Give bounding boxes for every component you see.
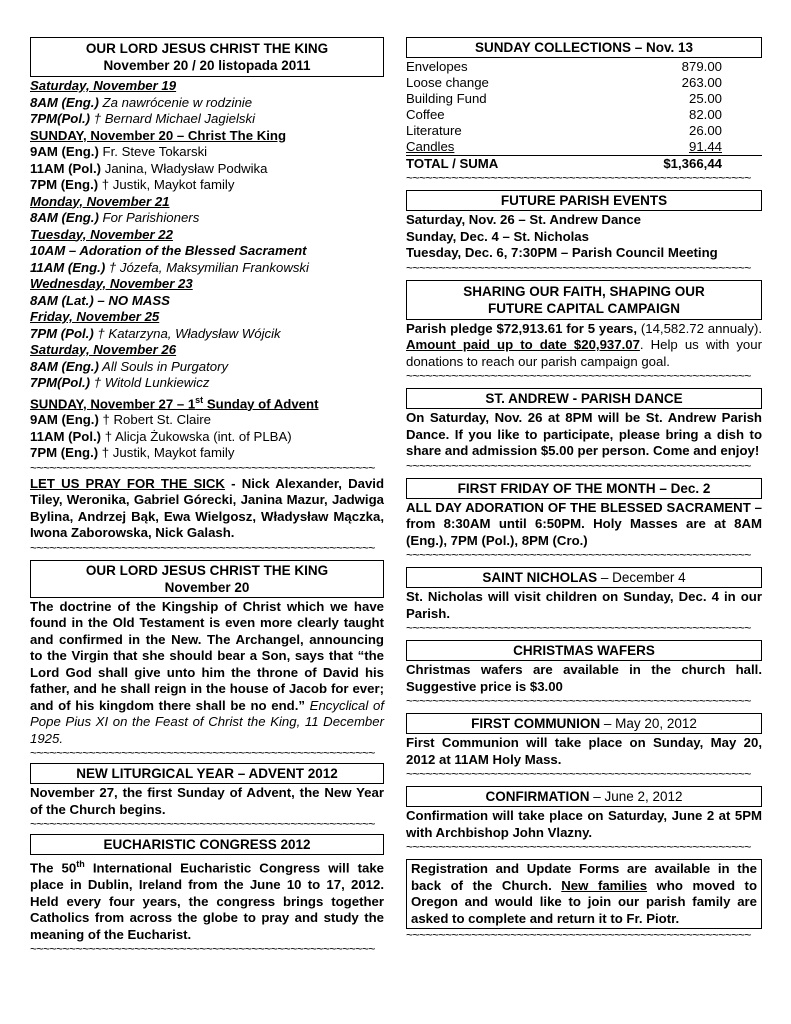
collection-label: Coffee [406,107,445,122]
mass-time: 9AM (Eng.) [30,412,99,428]
campaign-header [406,280,762,320]
king-article [30,599,384,748]
registration-box [406,859,762,929]
mass-intention: † Robert St. Claire [98,412,212,428]
friday-title: FIRST FRIDAY OF THE MONTH [457,480,656,496]
schedule-day: Friday, November 25 [30,309,160,324]
collection-row [406,123,762,139]
collections-table [406,59,762,172]
king-title: OUR LORD JESUS CHRIST THE KING [85,562,329,578]
reg-new-families: New families [561,877,648,893]
mass-time: 11AM (Pol.) [30,428,102,444]
wafers-header [406,640,762,661]
mass-time: 9AM (Eng.) [30,144,99,159]
mass-time: 8AM (Eng.) [30,210,99,225]
mass-time: 8AM (Lat.) – NO MASS [30,292,170,308]
schedule-mass [30,210,384,227]
schedule-day: Wednesday, November 23 [30,276,193,291]
confirm-text: Confirmation will take place on Saturday, June 2 at 5PM with Archbishop John Vlazny. [406,808,762,840]
schedule-day: Monday, November 21 [30,193,170,209]
mass-intention: Janina, Władysław Podwika [101,160,268,176]
mass-intention: † Alicja Żukowska (int. of PLBA) [101,428,292,444]
confirm-title: CONFIRMATION [485,789,590,804]
collection-row [406,91,762,107]
schedule-mass [30,177,384,194]
divider: ~~~~~~~~~~~~~~~~~~~~~~~~~~~~~~~~~~~~~~~~~~~~~~~~~~~~~ [406,261,751,274]
collection-row [406,59,762,75]
schedule-day: Saturday, November 26 [30,342,177,357]
divider: ~~~~~~~~~~~~~~~~~~~~~~~~~~~~~~~~~~~~~~~~~~~~~~~~~~~~~ [30,461,375,474]
advent-title: NEW LITURGICAL YEAR – ADVENT 2012 [76,766,338,782]
event-item: Saturday, Nov. 26 – St. Andrew Dance [406,212,642,227]
dance-text: On Saturday, Nov. 26 at 8PM will be St. Andrew Parish Dance. If you like to participate, please bring a dish to share and admission $5.00 per person. Come and enjoy! [406,410,762,458]
wafers-title: CHRISTMAS WAFERS [513,643,655,658]
sick-names: - Nick Alexander, David Tiley, Weronika, Gabriel Górecki, Janina Mazur, Jadwiga Bylina, Andrzej Bąk, Ewa Wielgosz, Władysław Mączka, Iwona Zaborowska, Nick Galash. [30,475,384,541]
communion-date: – May 20, 2012 [600,716,697,731]
nicholas-title: SAINT NICHOLAS [482,570,598,585]
campaign-title-2: FUTURE CAPITAL CAMPAIGN [488,300,680,316]
schedule-sunday: SUNDAY, November 20 – Christ The King [30,127,287,143]
king-date: November 20 [164,579,250,595]
dance-header [406,388,762,409]
collections-date: Nov. 13 [646,40,694,55]
nicholas-text: St. Nicholas will visit children on Sunday, Dec. 4 in our Parish. [406,589,762,621]
campaign-text [406,321,762,371]
divider: ~~~~~~~~~~~~~~~~~~~~~~~~~~~~~~~~~~~~~~~~~~~~~~~~~~~~~ [406,841,751,853]
eucharistic-title: EUCHARISTIC CONGRESS 2012 [103,837,311,853]
schedule-mass [30,144,384,161]
collections-total-row [406,156,762,173]
reg-text-b: who moved to Oregon and would like to join our parish family are asked to complete and return it to Fr. Piotr. [411,877,758,926]
campaign-paid: Amount paid up to date $20,937.07 [406,337,640,352]
total-label: TOTAL / SUMA [406,156,578,173]
mass-intention: † Józefa, Maksymilian Frankowski [105,259,309,275]
advent-text: November 27, the first Sunday of Advent, the New Year of the Church begins. [30,785,384,817]
mass-time: 10AM – Adoration of the Blessed Sacrament [30,243,307,258]
divider: ~~~~~~~~~~~~~~~~~~~~~~~~~~~~~~~~~~~~~~~~~~~~~~~~~~~~~ [406,370,751,382]
eucharistic-header [30,834,384,855]
campaign-annual: (14,582.72 annualy). [637,320,763,336]
divider: ~~~~~~~~~~~~~~~~~~~~~~~~~~~~~~~~~~~~~~~~~~~~~~~~~~~~~ [30,943,375,956]
friday-date: – Dec. 2 [655,480,711,496]
eucharistic-text [30,856,384,943]
bulletin-title: OUR LORD JESUS CHRIST THE KING [85,41,329,56]
divider: ~~~~~~~~~~~~~~~~~~~~~~~~~~~~~~~~~~~~~~~~~~~~~~~~~~~~~ [30,747,375,760]
divider: ~~~~~~~~~~~~~~~~~~~~~~~~~~~~~~~~~~~~~~~~~~~~~~~~~~~~~ [406,172,751,184]
schedule-mass [30,412,384,429]
collection-label: Envelopes [406,59,468,74]
divider: ~~~~~~~~~~~~~~~~~~~~~~~~~~~~~~~~~~~~~~~~~~~~~~~~~~~~~ [406,459,751,472]
schedule-mass [30,445,384,462]
first-friday-header [406,478,762,499]
schedule-mass [30,243,384,260]
mass-intention: † Witold Lunkiewicz [90,375,210,390]
mass-time: 8AM (Eng.) [30,94,99,110]
king-header [30,560,384,598]
mass-time: 7PM (Eng.) [30,445,99,461]
schedule-mass [30,111,384,128]
collection-value: 263.00 [681,75,722,90]
mass-intention: † Justik, Maykot family [98,177,235,192]
collection-value: 25.00 [688,91,722,106]
event-item: Tuesday, Dec. 6, 7:30PM – Parish Council Meeting [406,245,718,260]
euch-text-a: The 50 [30,860,77,876]
schedule-sunday: SUNDAY, November 27 – 1st Sunday of Advent [30,394,319,411]
campaign-pledge: Parish pledge $72,913.61 for 5 years, [406,320,638,336]
prayer-for-sick [30,476,384,542]
collection-value: 91.44 [688,139,722,154]
collection-label: Building Fund [406,91,487,106]
schedule-mass [30,293,384,310]
divider: ~~~~~~~~~~~~~~~~~~~~~~~~~~~~~~~~~~~~~~~~~~~~~~~~~~~~~ [406,549,751,561]
collection-row [406,75,762,91]
divider: ~~~~~~~~~~~~~~~~~~~~~~~~~~~~~~~~~~~~~~~~~~~~~~~~~~~~~ [406,768,751,780]
mass-time: 7PM(Pol.) [30,111,91,126]
communion-header [406,713,762,734]
confirm-date: – June 2, 2012 [589,789,683,804]
campaign-title-1: SHARING OUR FAITH, SHAPING OUR [463,283,705,299]
bulletin-date: November 20 / 20 listopada 2011 [103,58,311,73]
mass-intention: All Souls in Purgatory [98,358,229,374]
schedule-day: Tuesday, November 22 [30,226,173,242]
bulletin-header [30,37,384,77]
collection-label: Literature [406,123,462,138]
nicholas-header [406,567,762,588]
campaign-rest: . Help us with your donations to reach our parish campaign goal. [406,337,762,369]
reg-text-a: Registration and Update Forms are available in the back of the Church. [411,861,757,893]
communion-text: First Communion will take place on Sunday, May 20, 2012 at 11AM Holy Mass. [406,735,762,767]
mass-time: 7PM (Pol.) [30,325,94,341]
schedule-mass [30,95,384,112]
mass-intention: For Parishioners [98,210,200,225]
event-item: Sunday, Dec. 4 – St. Nicholas [406,228,589,244]
mass-time: 7PM (Eng.) [30,177,99,192]
collection-row [406,107,762,123]
mass-time: 11AM (Pol.) [30,160,102,176]
events-list [406,212,762,262]
schedule-mass [30,260,384,277]
communion-title: FIRST COMMUNION [471,716,601,731]
events-title: FUTURE PARISH EVENTS [500,193,668,208]
schedule-mass [30,375,384,392]
wafers-text: Christmas wafers are available in the church hall. Suggestive price is $3.00 [406,662,762,694]
mass-intention: Fr. Steve Tokarski [98,144,208,159]
mass-time: 11AM (Eng.) [30,259,106,275]
euch-sup: th [76,859,85,870]
collection-row [406,139,762,156]
mass-schedule [30,78,384,462]
confirmation-header [406,786,762,807]
mass-intention: † Bernard Michael Jagielski [90,111,255,126]
collection-value: 879.00 [681,59,722,74]
advent-header [30,763,384,784]
euch-text-b: International Eucharistic Congress will take place in Dublin, Ireland from the June 10 to 17, 2012. Held every four years, the congress brings together Catholics from across the globe to pray and study the meaning of the Eucharist. [30,860,385,942]
total-value: $1,366,44 [578,156,762,173]
king-citation: Encyclical of Pope Pius XI on the Feast of Christ the King, 11 December 1925. [30,697,384,746]
dance-title: ST. ANDREW - PARISH DANCE [485,391,683,406]
schedule-day: Saturday, November 19 [30,78,177,93]
sick-heading: LET US PRAY FOR THE SICK [30,475,225,491]
divider: ~~~~~~~~~~~~~~~~~~~~~~~~~~~~~~~~~~~~~~~~~~~~~~~~~~~~~ [406,695,751,707]
schedule-mass [30,359,384,376]
king-text: The doctrine of the Kingship of Christ which we have found in the Old Testament is even more clearly taught and confirmed in the New. The Archangel, announcing to the Virgin that she should bear a Son, says that “the Lord God shall give unto him the throne of David his father, and he shall reign in the house of Jacob for ever; and of his kingdom there shall be no end.” [30,598,384,713]
schedule-mass [30,161,384,178]
divider: ~~~~~~~~~~~~~~~~~~~~~~~~~~~~~~~~~~~~~~~~~~~~~~~~~~~~~ [30,541,375,554]
schedule-mass [30,326,384,343]
collections-header [406,37,762,58]
right-column [406,37,762,941]
nicholas-date: – December 4 [597,570,686,585]
collections-title: SUNDAY COLLECTIONS – [474,40,646,55]
mass-intention: † Justik, Maykot family [98,445,235,461]
collection-value: 26.00 [688,123,722,138]
mass-intention: † Katarzyna, Władysław Wójcik [93,325,281,341]
divider: ~~~~~~~~~~~~~~~~~~~~~~~~~~~~~~~~~~~~~~~~~~~~~~~~~~~~~ [30,818,375,831]
collection-value: 82.00 [688,107,722,122]
collection-label: Loose change [406,75,489,90]
divider: ~~~~~~~~~~~~~~~~~~~~~~~~~~~~~~~~~~~~~~~~~~~~~~~~~~~~~ [406,929,751,941]
divider: ~~~~~~~~~~~~~~~~~~~~~~~~~~~~~~~~~~~~~~~~~~~~~~~~~~~~~ [406,622,751,634]
collection-label: Candles [406,139,455,154]
mass-time: 8AM (Eng.) [30,358,99,374]
friday-text: ALL DAY ADORATION OF THE BLESSED SACRAMENT – from 8:30AM until 6:50PM. Holy Masses are at 8AM (Eng.), 7PM (Pol.), 8PM (Cro.) [406,499,762,548]
left-column [30,37,384,955]
mass-time: 7PM(Pol.) [30,375,91,390]
mass-intention: Za nawrócenie w rodzinie [98,94,253,110]
events-header [406,190,762,211]
schedule-mass [30,429,384,446]
